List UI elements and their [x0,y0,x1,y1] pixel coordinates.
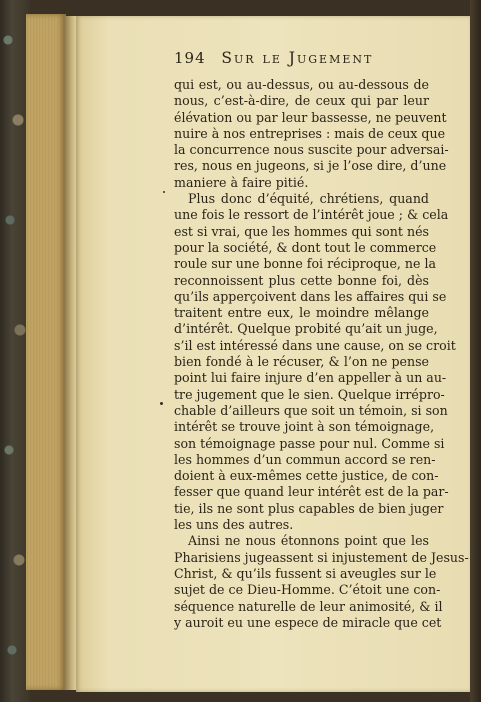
text-line: reconnoissent plus cette bonne foi, dès [174,272,429,288]
text-line: point lui faire injure d’en appeller à un au- [174,370,447,386]
page-edges [26,14,66,690]
page-number: 194 [174,49,206,67]
text-line: d’intérêt. Quelque probité qu’ait un juge, [174,321,438,337]
text-line: qu’ils apperçoivent dans les affaires qui se [174,288,447,304]
text-line: traitent entre eux, le moindre mêlange [174,305,429,321]
text-line: Christ, & qu’ils fussent si aveugles sur le [174,565,437,581]
text-line: pour la société, & dont tout le commerce [174,239,437,255]
text-line: une fois le ressort de l’intérêt joue ; & cela [174,207,449,223]
text-line: Plus donc d’équité, chrétiens, quand [188,191,429,207]
text-line: son témoignage passe pour nul. Comme si [174,435,445,451]
text-line: élévation ou par leur bassesse, ne peuvent [174,109,447,125]
cover-right-edge [470,0,481,702]
text-line: Pharisiens jugeassent si injustement de Jesus- [174,549,469,565]
text-line: la concurrence nous suscite pour adversai- [174,142,449,158]
text-line: roule sur une bonne foi réciproque, ne la [174,256,437,272]
text-line: nuire à nos entreprises : mais de ceux que [174,125,446,141]
page-header [174,49,434,71]
text-line: tre jugement que le sien. Quelque irrépro- [174,386,445,402]
text-line: y auroit eu une espece de miracle que cet [174,614,442,630]
text-line: Ainsi ne nous étonnons point que les [188,533,429,549]
ink-speck [163,191,165,193]
text-line: res, nous en jugeons, si je l’ose dire, d’une [174,158,447,174]
text-line: qui est, ou au-dessus, ou au-dessous de [174,77,429,92]
text-line: les uns des autres. [174,517,294,533]
text-line: maniere à faire pitié. [174,174,309,190]
text-line: chable d’ailleurs que soit un témoin, si son [174,402,448,418]
text-line: est si vrai, que les hommes qui sont nés [174,223,429,239]
text-line: séquence naturelle de leur animosité, & il [174,598,443,614]
body-text [174,77,469,631]
text-line: les hommes d’un commun accord se ren- [174,451,436,467]
text-line: fesser que quand leur intérêt est de la par- [174,484,449,500]
running-title: Sur le Jugement [221,49,374,67]
ink-speck [160,402,163,405]
text-line: sujet de ce Dieu-Homme. C’étoit une con- [174,582,441,598]
text-line: bien fondé à le récuser, & l’on ne pense [174,354,429,370]
text-line: doient à eux-mêmes cette justice, de con- [174,468,439,484]
text-line: s’il est intéressé dans une cause, on se croit [174,337,456,353]
text-line: nous, c’est-à-dire, de ceux qui par leur [174,93,429,109]
text-line: intérêt se trouve joint à son témoignage, [174,419,435,435]
text-line: tie, ils ne sont plus capables de bien juger [174,500,444,516]
